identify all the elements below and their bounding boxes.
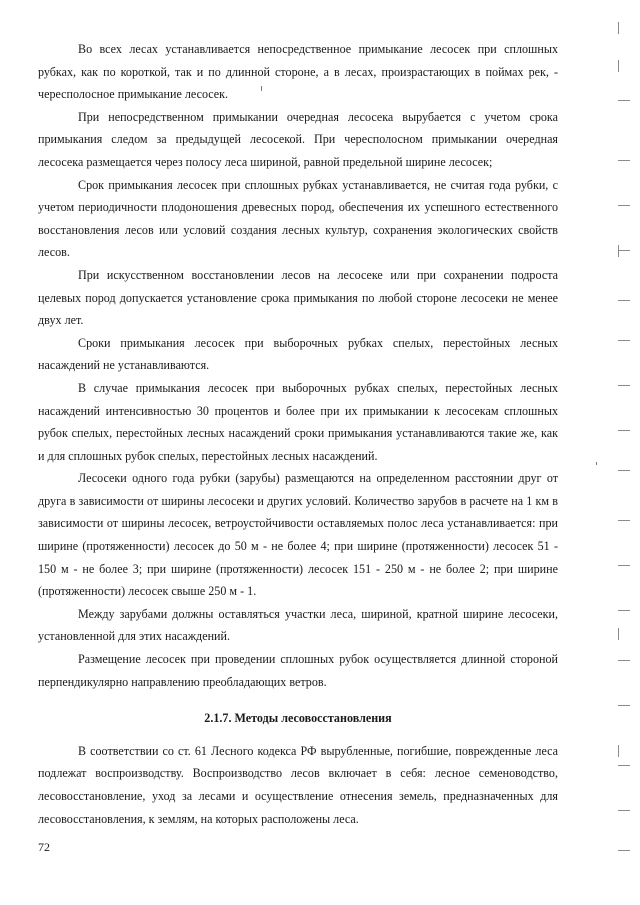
paragraph-selective-intensity: В случае примыкания лесосек при выборочных рубках спелых, перестойных лесных насаждений интенсивностью 30 процентов и более при их примыкании к лесосекам сплошных рубок спелых, перестойных лесных насаждений сроки примыкания устанавливаются такие же, как и для сплошных рубок спелых, перестойных лесных насаждений. bbox=[38, 380, 558, 463]
page-body bbox=[38, 38, 558, 830]
page-number: 72 bbox=[38, 840, 50, 854]
paragraph-zarub-strips: Между зарубами должны оставляться участки леса, шириной, кратной ширине лесосеки, установленной для этих насаждений. bbox=[38, 606, 558, 644]
paragraph-selective-cuttings: Сроки примыкания лесосек при выборочных рубках спелых, перестойных лесных насаждений не устанавливаются. bbox=[38, 335, 558, 373]
paragraph-artificial-restoration: При искусственном восстановлении лесов на лесосеке или при сохранении подроста целевых пород допускается установление срока примыкания по любой стороне лесосеки не менее двух лет. bbox=[38, 267, 558, 328]
paragraph-forest-code: В соответствии со ст. 61 Лесного кодекса РФ вырубленные, погибшие, поврежденные леса подлежат воспроизводству. Воспроизводство лесов включает в себя: лесное семеноводство, лесовосстановление, уход за лесами и осуществление отнесения земель, предназначенных для лесовосстановления, к землям, на которых расположены леса. bbox=[38, 743, 558, 826]
paragraph-adjacency-term: Срок примыкания лесосек при сплошных рубках устанавливается, не считая года рубки, с учетом периодичности плодоношения древесных пород, обеспечения их успешного естественного восстановления лесов или условий создания лесных культур, сохранения экологических свойств лесов. bbox=[38, 177, 558, 260]
section-heading: 2.1.7. Методы лесовосстановления bbox=[204, 711, 392, 726]
paragraph-direct-adjacency: При непосредственном примыкании очередная лесосека вырубается с учетом срока примыкания следом за предыдущей лесосекой. При чересполосном примыкании очередная лесосека размещается через полосу леса шириной, равной предельной ширине лесосек; bbox=[38, 109, 558, 169]
paragraph-wind-orientation: Размещение лесосек при проведении сплошных рубок осуществляется длинной стороной перпендикулярно направлению преобладающих ветров. bbox=[38, 652, 558, 689]
paragraph-adjacency-types: Во всех лесах устанавливается непосредственное примыкание лесосек при сплошных рубках, как по короткой, так и по длинной стороне, а в лесах, произрастающих в поймах рек, - чересполосное примыкание лесосек. bbox=[38, 42, 558, 102]
paragraph-zarub-placement: Лесосеки одного года рубки (зарубы) размещаются на определенном расстоянии друг от друга в зависимости от ширины лесосеки и других условий. Количество зарубов в расчете на 1 км в зависимости от ширины лесосек, ветроустойчивости оставляемых полос леса устанавливается: при ширине (протяженности) лесосек до 50 м - не более 4; при ширине (протяженности) лесосек 51 - 150 м - не более 3; при ширине (протяженности) лесосек 151 - 250 м - не более 2; при ширине (протяженности) лесосек свыше 250 м - 1. bbox=[38, 471, 558, 599]
